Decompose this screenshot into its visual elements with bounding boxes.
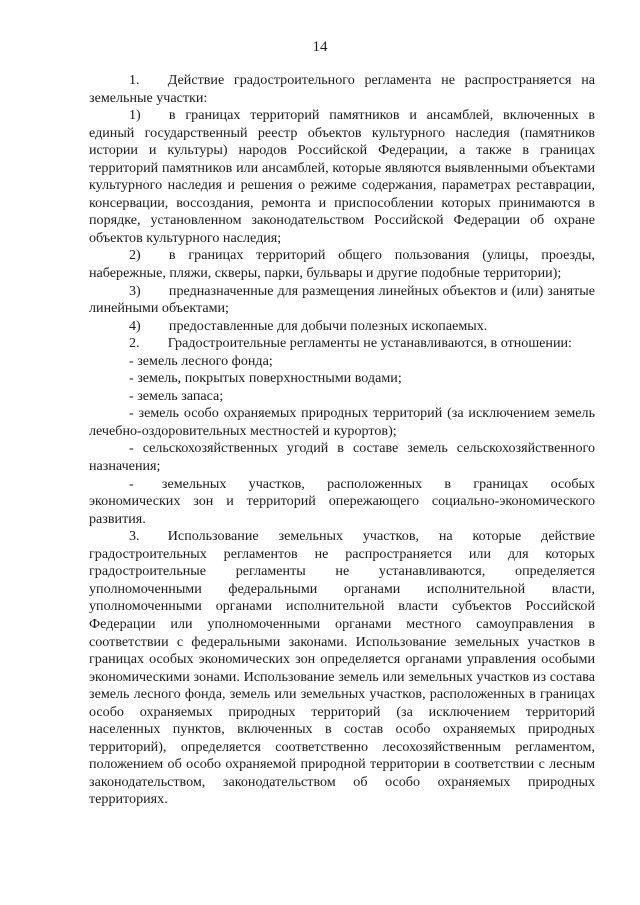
dash-item-economic-zones: - земельных участков, расположенных в границах особых экономических зон и территорий опережающего социально-экономического развития. xyxy=(89,475,595,527)
dash-item-agricultural: - сельскохозяйственных угодий в составе земель сельскохозяйственного назначения; xyxy=(89,440,595,475)
document-body xyxy=(89,72,595,809)
dash-item-reserve: - земель запаса; xyxy=(129,387,224,404)
paragraph-1: 1. Действие градостроительного регламента не распространяется на земельные участки: xyxy=(89,72,595,106)
list-item-3: 3) предназначенные для размещения линейных объектов и (или) занятые линейными объектами; xyxy=(89,282,595,317)
paragraph-2: 2. Градостроительные регламенты не устанавливаются, в отношении: xyxy=(129,335,572,352)
paragraph-3: 3. Использование земельных участков, на которые действие градостроительных регламентов не распространяется или для которых градостроительные регламенты не устанавливаются, определяется уполномоченными федеральными органами исполнительной власти, уполномоченными органами исполнительной власти субъектов Российской Федерации или уполномоченными органами местного самоуправления в соответствии с федеральными законами. Использование земельных участков в границах особых экономических зон определяется органами управления особыми экономическими зонами. Использование земель или земельных участков из состава земель лесного фонда, земель или земельных участков, расположенных в границах особо охраняемых природных территорий (за исключением территорий населенных пунктов, включенных в состав особо охраняемых природных территорий), определяется соответственно лесохозяйственным регламентом, положением об особо охраняемой природной территории в соответствии с лесным законодательством, законодательством об особо охраняемых природных территориях. xyxy=(89,528,595,808)
dash-item-forest: - земель лесного фонда; xyxy=(129,352,273,369)
list-item-2: 2) в границах территорий общего пользования (улицы, проезды, набережные, пляжи, скверы, парки, бульвары и другие подобные территории); xyxy=(89,247,595,282)
list-item-4: 4) предоставленные для добычи полезных ископаемых. xyxy=(129,317,488,334)
dash-item-protected: - земель особо охраняемых природных территорий (за исключением земель лечебно-оздоровительных местностей и курортов); xyxy=(89,405,595,439)
page-number: 14 xyxy=(312,39,328,55)
list-item-1: 1) в границах территорий памятников и ансамблей, включенных в единый государственный реестр объектов культурного наследия (памятников истории и культуры) народов Российской Федерации, а также в границах территорий памятников или ансамблей, которые являются выявленными объектами культурного наследия и решения о режиме содержания, параметрах реставрации, консервации, воссоздания, ремонта и приспособлении которых принимаются в порядке, установленном законодательством Российской Федерации об охране объектов культурного наследия; xyxy=(89,107,595,246)
dash-item-water: - земель, покрытых поверхностными водами; xyxy=(129,370,402,387)
